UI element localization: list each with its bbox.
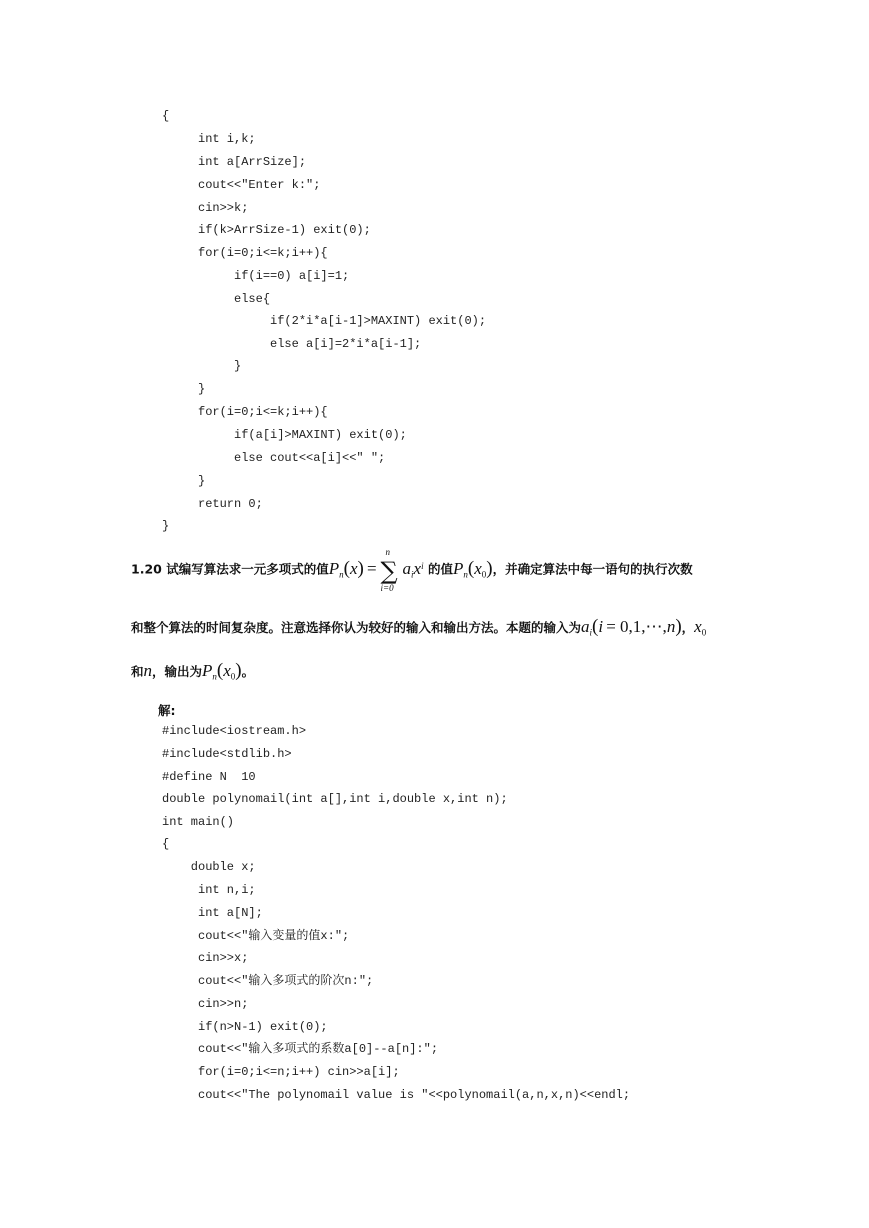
code-line: cin>>x; xyxy=(162,951,249,965)
code-line: int i,k; xyxy=(162,132,256,146)
code-line: if(a[i]>MAXINT) exit(0); xyxy=(162,428,407,442)
problem-text: 试编写算法求一元多项式的值 xyxy=(166,561,329,577)
code-line: #define N 10 xyxy=(162,770,256,784)
code-line: double polynomail(int a[],int i,double x,int n); xyxy=(162,792,508,806)
code-line: else a[i]=2*i*a[i-1]; xyxy=(162,337,422,351)
code-line: { xyxy=(162,837,170,851)
problem-line-1 xyxy=(131,547,693,593)
code-line: else{ xyxy=(162,292,271,306)
problem-line-2 xyxy=(131,616,706,638)
code-line: cout<<"输入变量的值x:"; xyxy=(162,929,350,943)
formula-term: $a_ix^i$ xyxy=(402,558,424,579)
code-line: } xyxy=(162,359,242,373)
problem-text: ， xyxy=(681,620,695,635)
formula-pn-x0-output: $P_n(x_0)$ xyxy=(202,660,242,682)
code-line: int a[N]; xyxy=(162,906,263,920)
code-line: double x; xyxy=(162,860,256,874)
code-line: cout<<"The polynomail value is "<<polynomail(a,n,x,n)<<endl; xyxy=(162,1088,631,1102)
problem-text: ，并确定算法中每一语句的执行次数 xyxy=(492,561,693,577)
code-line: { xyxy=(162,109,170,123)
code-line: if(k>ArrSize-1) exit(0); xyxy=(162,223,371,237)
code-line: if(n>N-1) exit(0); xyxy=(162,1020,328,1034)
code-line: for(i=0;i<=k;i++){ xyxy=(162,405,328,419)
code-line: return 0; xyxy=(162,497,263,511)
code-line: cout<<"Enter k:"; xyxy=(162,178,321,192)
problem-text: ，输出为 xyxy=(152,664,203,679)
problem-text: 和 xyxy=(131,664,144,679)
code-line: int n,i; xyxy=(162,883,256,897)
code-line: else cout<<a[i]<<" "; xyxy=(162,451,386,465)
code-line: cin>>k; xyxy=(162,201,249,215)
code-line: int main() xyxy=(162,815,235,829)
code-line: int a[ArrSize]; xyxy=(162,155,307,169)
code-line: if(2*i*a[i-1]>MAXINT) exit(0); xyxy=(162,314,487,328)
sum-symbol: n ∑ i=0 xyxy=(380,547,398,593)
code-line: } xyxy=(162,519,170,533)
code-line: #include<stdlib.h> xyxy=(162,747,292,761)
formula-pn-x0: $P_n(x_0)$ xyxy=(452,557,493,579)
problem-text: 。 xyxy=(241,664,255,679)
problem-line-3 xyxy=(131,660,254,682)
formula-ai-range: $a_i(i$ = 0,1,⋯,n) xyxy=(581,616,682,638)
code-line: } xyxy=(162,474,206,488)
code-line: for(i=0;i<=n;i++) cin>>a[i]; xyxy=(162,1065,400,1079)
code-line: #include<iostream.h> xyxy=(162,724,307,738)
code-line: if(i==0) a[i]=1; xyxy=(162,269,350,283)
formula-n: n xyxy=(143,661,153,680)
code-line: cin>>n; xyxy=(162,997,249,1011)
code-line: cout<<"输入多项式的系数a[0]--a[n]:"; xyxy=(162,1042,439,1056)
formula-pn-x: $P_n(x)$ = xyxy=(328,557,377,579)
problem-number: 1.20 xyxy=(131,561,162,577)
code-line: for(i=0;i<=k;i++){ xyxy=(162,246,328,260)
formula-x0: $x_0$ xyxy=(694,617,707,638)
code-line: } xyxy=(162,382,206,396)
problem-text: 和整个算法的时间复杂度。注意选择你认为较好的输入和输出方法。本题的输入为 xyxy=(131,620,582,635)
code-line: cout<<"输入多项式的阶次n:"; xyxy=(162,974,374,988)
solution-label: 解: xyxy=(158,703,176,718)
problem-text: 的值 xyxy=(427,561,453,577)
